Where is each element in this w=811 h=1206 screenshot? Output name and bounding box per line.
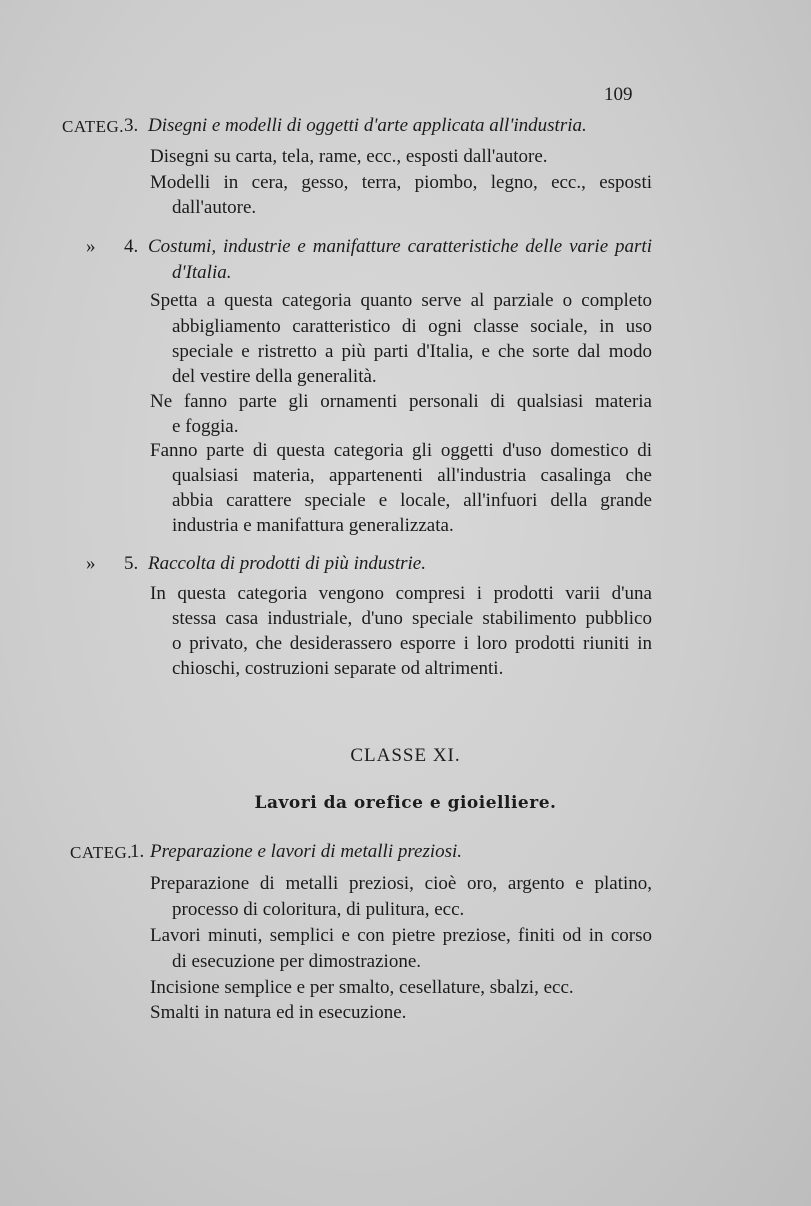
category-number: 3.: [124, 115, 139, 136]
text-line: abbia carattere speciale e locale, all'infuori della grande: [172, 490, 652, 511]
text-line: del vestire della generalità.: [172, 366, 377, 387]
text-line: Lavori minuti, semplici e con pietre preziose, finiti od in corso: [150, 925, 652, 946]
text-line: Ne fanno parte gli ornamenti personali di qualsiasi materia: [150, 391, 652, 412]
category-title: Preparazione e lavori di metalli preziosi.: [150, 841, 463, 862]
category-number: 4.: [124, 236, 139, 257]
text-line: qualsiasi materia, appartenenti all'industria casalinga che: [172, 465, 652, 486]
text-line: Disegni su carta, tela, rame, ecc., esposti dall'autore.: [150, 146, 548, 167]
class-subtitle: Lavori da orefice e gioielliere.: [254, 793, 557, 813]
text-line: Modelli in cera, gesso, terra, piombo, legno, ecc., esposti: [150, 172, 652, 193]
ditto-mark: »: [86, 236, 96, 257]
text-line: di esecuzione per dimostrazione.: [172, 951, 422, 972]
category-number: 1.: [130, 841, 145, 862]
class-heading: CLASSE XI.: [350, 745, 461, 766]
text-line: dall'autore.: [172, 197, 257, 218]
category-title: Disegni e modelli di oggetti d'arte applicata all'industria.: [148, 115, 587, 136]
category-label: CATEG.: [70, 843, 133, 862]
text-line: In questa categoria vengono compresi i prodotti varii d'una: [150, 583, 652, 604]
text-line: Smalti in natura ed in esecuzione.: [150, 1002, 407, 1023]
text-line: Incisione semplice e per smalto, cesellature, sbalzi, ecc.: [150, 977, 574, 998]
text-line: e foggia.: [172, 416, 239, 437]
text-line: chioschi, costruzioni separate od altrimenti.: [172, 658, 504, 679]
text-line: industria e manifattura generalizzata.: [172, 515, 454, 536]
category-title: Costumi, industrie e manifatture caratteristiche delle varie parti: [148, 236, 652, 257]
page-number: 109: [604, 84, 633, 105]
category-title: Raccolta di prodotti di più industrie.: [148, 553, 426, 574]
text-line: Spetta a questa categoria quanto serve al parziale o completo: [150, 290, 652, 311]
category-title-cont: d'Italia.: [172, 262, 232, 283]
text-line: o privato, che desiderassero esporre i loro prodotti riuniti in: [172, 633, 652, 654]
text-line: abbigliamento caratteristico di ogni classe sociale, in uso: [172, 316, 652, 337]
text-line: processo di coloritura, di pulitura, ecc.: [172, 899, 465, 920]
ditto-mark: »: [86, 553, 96, 574]
text-line: stessa casa industriale, d'uno speciale stabilimento pubblico: [172, 608, 652, 629]
category-number: 5.: [124, 553, 139, 574]
text-line: Fanno parte di questa categoria gli oggetti d'uso domestico di: [150, 440, 652, 461]
text-line: speciale e ristretto a più parti d'Italia, e che sorte dal modo: [172, 341, 652, 362]
category-label: CATEG.: [62, 117, 125, 136]
text-line: Preparazione di metalli preziosi, cioè oro, argento e platino,: [150, 873, 652, 894]
